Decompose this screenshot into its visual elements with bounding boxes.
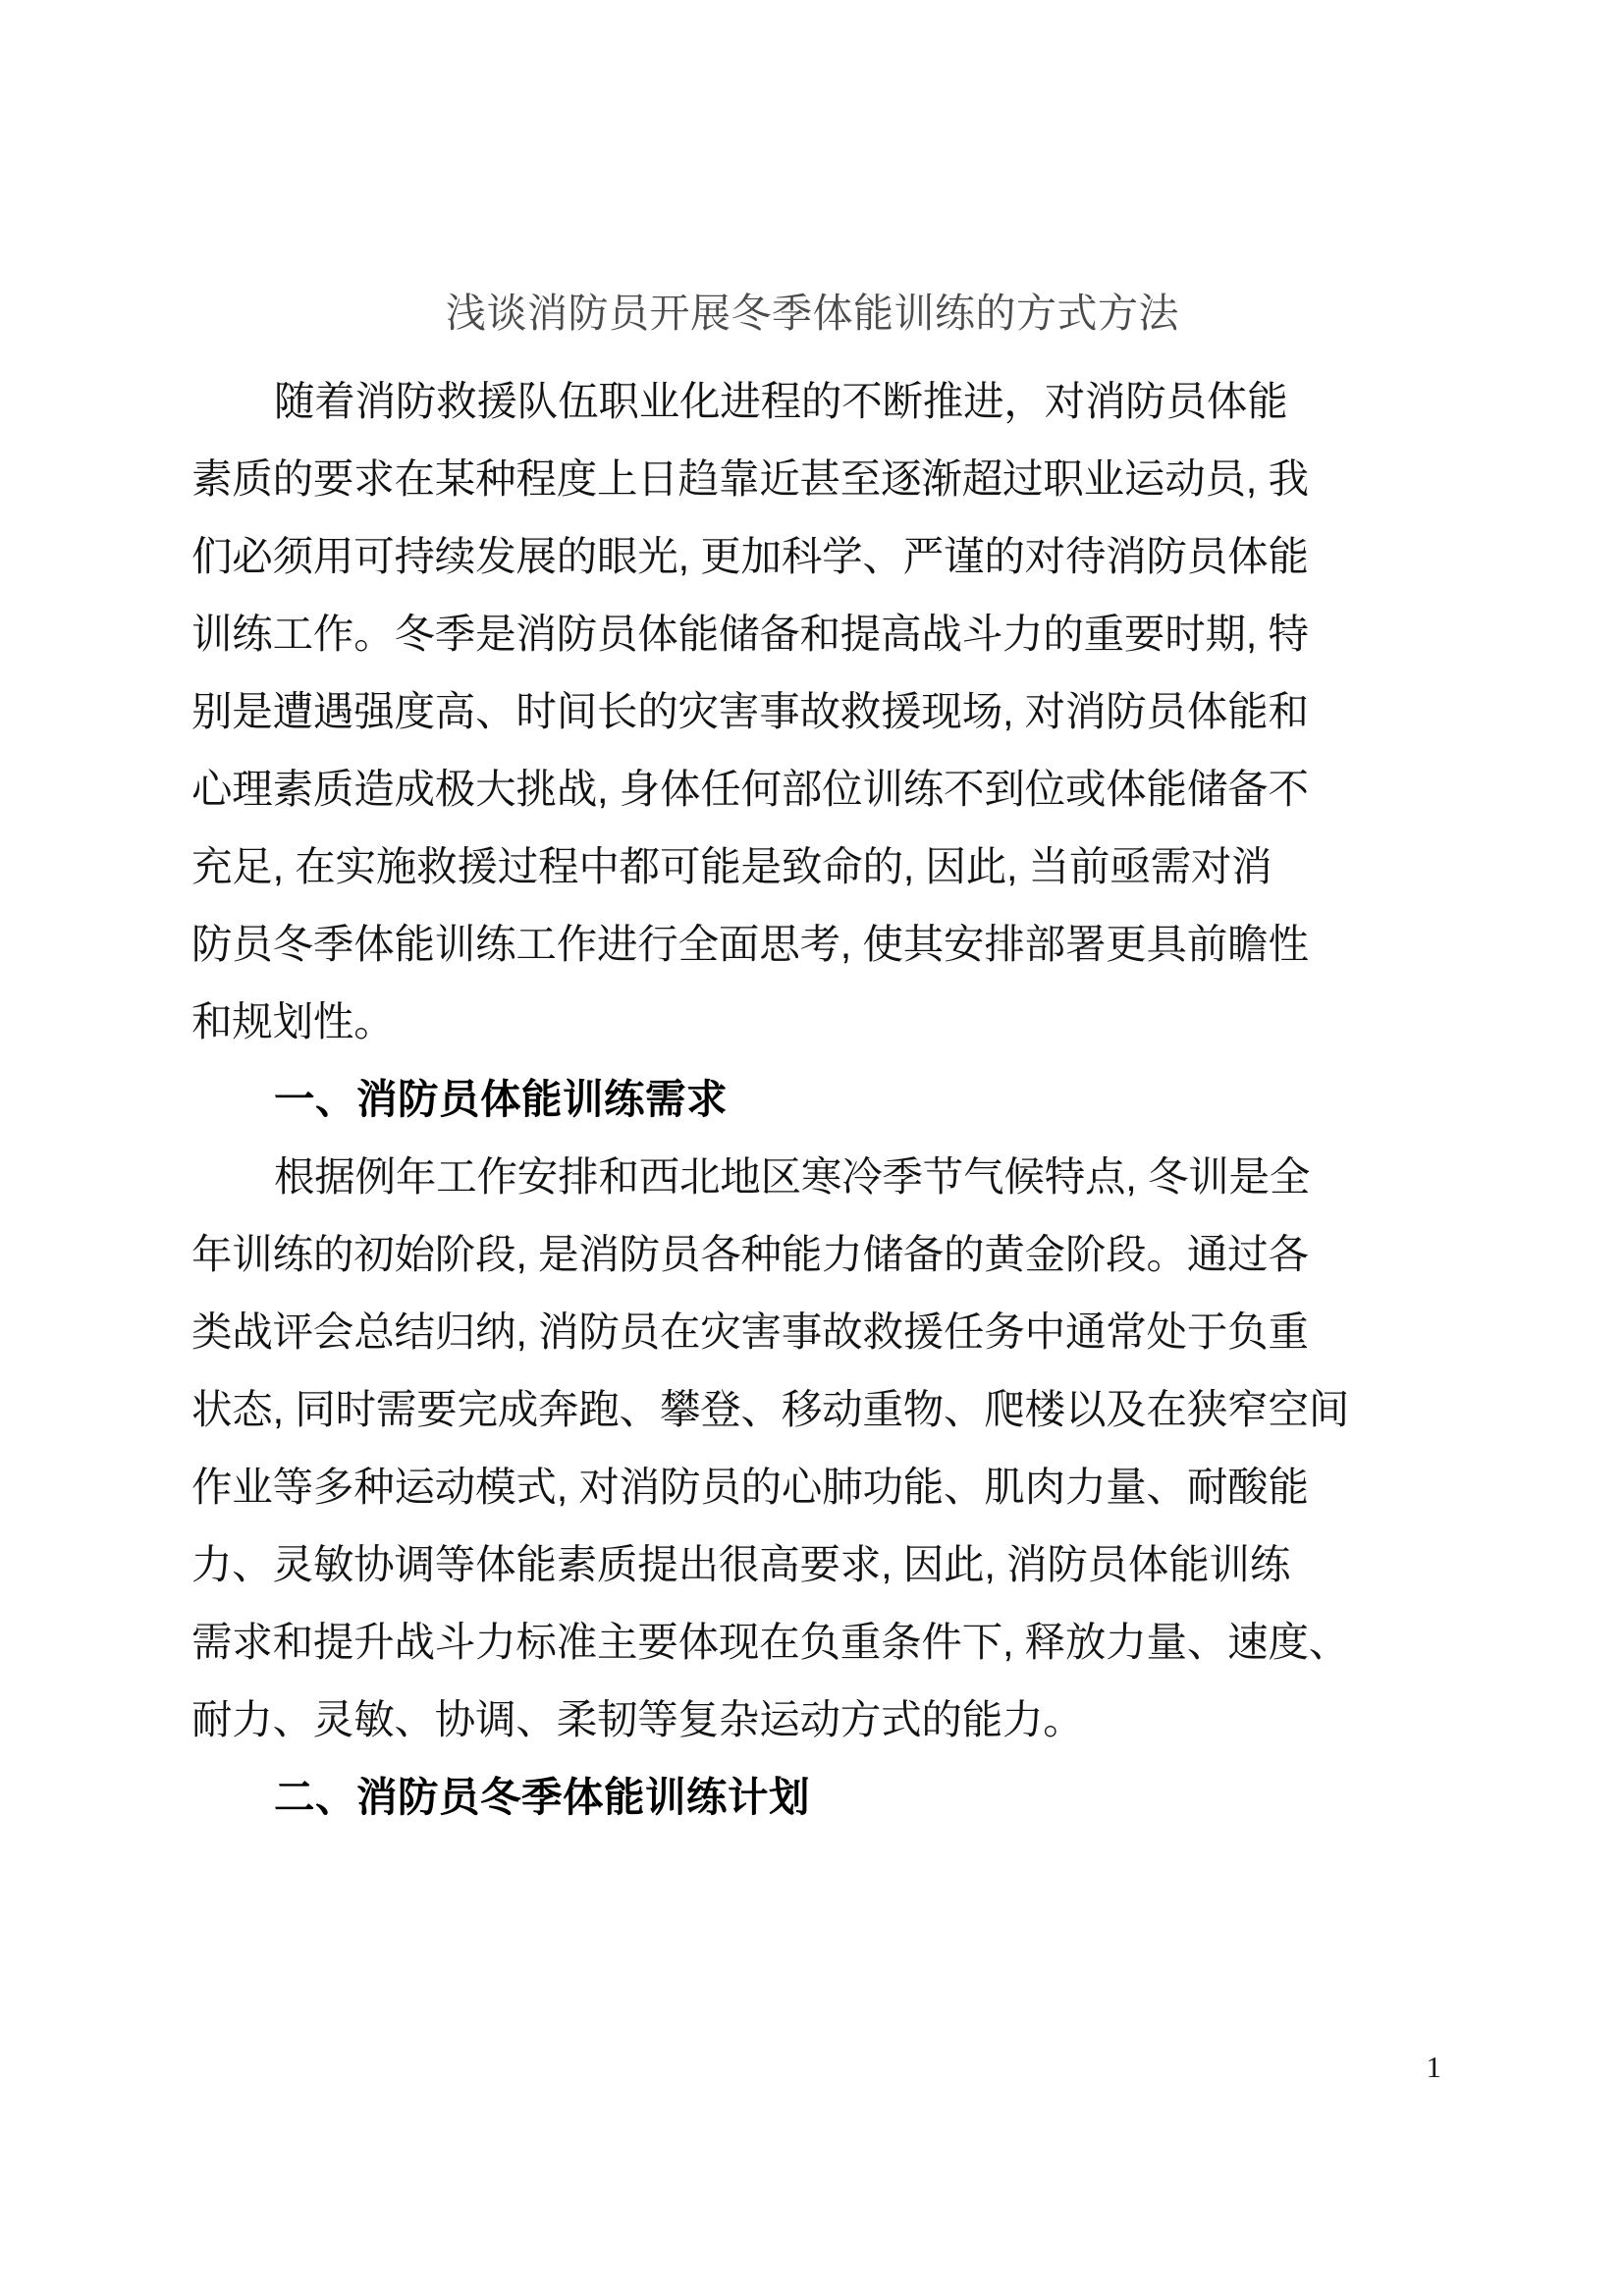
text-line: 根据例年工作安排和西北地区寒冷季节气候特点, 冬训是全 bbox=[274, 1153, 1311, 1201]
paragraph-training-demand bbox=[191, 1138, 1434, 1758]
page-number: 1 bbox=[1426, 2050, 1441, 2084]
document-content bbox=[191, 291, 1434, 1836]
text-line: 防员冬季体能训练工作进行全面思考, 使其安排部署更具前瞻性 bbox=[191, 921, 1309, 968]
text-line: 随着消防救援队伍职业化进程的不断推进，对消防员体能 bbox=[274, 378, 1288, 425]
text-line: 耐力、灵敏、协调、柔韧等复杂运动方式的能力。 bbox=[191, 1696, 1084, 1743]
text-line: 年训练的初始阶段, 是消防员各种能力储备的黄金阶段。通过各 bbox=[191, 1231, 1309, 1278]
heading-section-one: 一、消防员体能训练需求 bbox=[274, 1076, 729, 1123]
text-line: 状态, 同时需要完成奔跑、攀登、移动重物、爬楼以及在狭窄空间 bbox=[191, 1386, 1350, 1433]
text-line: 作业等多种运动模式, 对消防员的心肺功能、肌肉力量、耐酸能 bbox=[191, 1464, 1309, 1511]
text-line: 训练工作。冬季是消防员体能储备和提高战斗力的重要时期, 特 bbox=[191, 611, 1309, 658]
text-line: 心理素质造成极大挑战, 身体任何部位训练不到位或体能储备不 bbox=[191, 766, 1309, 813]
text-line: 素质的要求在某种程度上日趋靠近甚至逐渐超过职业运动员, 我 bbox=[191, 455, 1309, 503]
text-line: 充足, 在实施救援过程中都可能是致命的, 因此, 当前亟需对消 bbox=[191, 843, 1272, 890]
text-line: 力、灵敏协调等体能素质提出很高要求, 因此, 消防员体能训练 bbox=[191, 1541, 1291, 1588]
paragraph-intro bbox=[191, 362, 1434, 1060]
page-title: 浅谈消防员开展冬季体能训练的方式方法 bbox=[446, 291, 1179, 336]
text-line: 类战评会总结归纳, 消防员在灾害事故救援任务中通常处于负重 bbox=[191, 1308, 1309, 1356]
text-line: 和规划性。 bbox=[191, 998, 395, 1045]
text-line: 别是遭遇强度高、时间长的灾害事故救援现场, 对消防员体能和 bbox=[191, 688, 1309, 735]
text-line: 们必须用可持续发展的眼光, 更加科学、严谨的对待消防员体能 bbox=[191, 533, 1309, 580]
text-line: 需求和提升战斗力标准主要体现在负重条件下, 释放力量、速度、 bbox=[191, 1619, 1350, 1666]
heading-section-two: 二、消防员冬季体能训练计划 bbox=[274, 1774, 811, 1821]
